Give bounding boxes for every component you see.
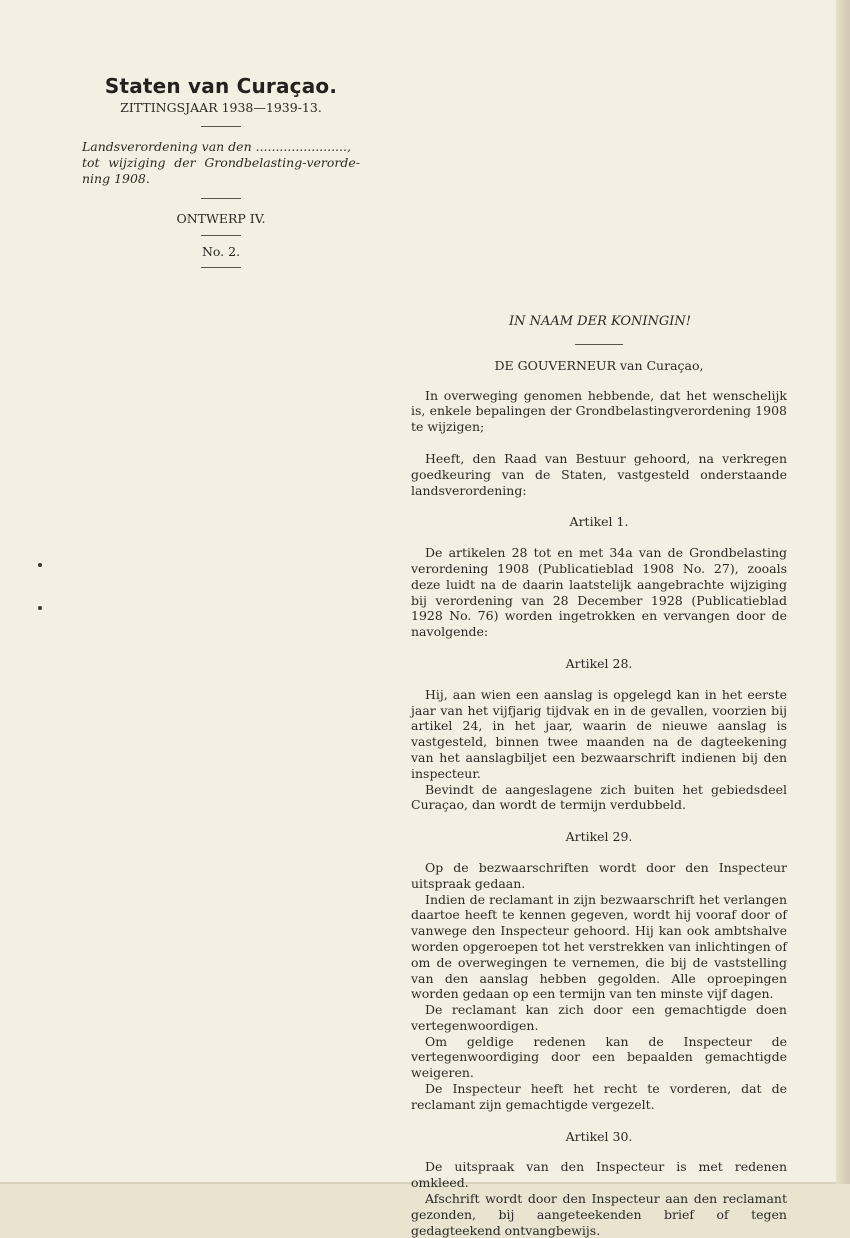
- article-heading: Artikel 30.: [565, 1128, 633, 1144]
- session-year: ZITTINGSJAAR 1938—1939-13.: [120, 100, 322, 115]
- ordinance-body: [411, 314, 787, 1238]
- article-paragraph: Om geldige redenen kan de Inspecteur de vertegenwoordiging door een bepaalden gemachtigde weigeren.: [411, 1033, 787, 1081]
- ordinance-subject: [82, 139, 360, 187]
- article-paragraph: De Inspecteur heeft het recht te vorderen, dat de reclamant zijn gemachtigde vergezelt.: [411, 1081, 787, 1112]
- subject-line: Landsverordening van den .......................,: [82, 139, 351, 154]
- article-paragraph: De reclamant kan zich door een gemachtigde doen vertegenwoordigen.: [411, 1002, 787, 1033]
- article-paragraph: De uitspraak van den Inspecteur is met redenen omkleed.: [411, 1159, 787, 1191]
- enactment-paragraph: Heeft, den Raad van Bestuur gehoord, na verkregen goedkeuring van de Staten, vastgesteld onderstaande landsverordening:: [411, 450, 787, 498]
- article-paragraph: Afschrift wordt door den Inspecteur aan den reclamant gezonden, bij aangeteekenden brief of tegen gedagteekend ontvangbewijs.: [411, 1191, 787, 1238]
- punch-mark: [38, 563, 42, 567]
- page-edge: [836, 0, 850, 1184]
- divider: [575, 344, 623, 345]
- article-paragraph: Indien de reclamant in zijn bezwaarschrift het verlangen daartoe heeft te kennen gegeven, wordt hij vooraf door of vanwege den Inspecteur gehoord. Hij kan ook ambtshalve worden opgeroepen tot het verstrekken van inlichtingen of om de overwegingen te vernemen, die bij de vaststelling van den aanslag hebben gegolden. Alle oproepingen worden gedaan op een termijn van ten minste vijf dagen.: [411, 891, 787, 1002]
- subject-line: ning 1908.: [82, 171, 150, 186]
- preamble-heading: IN NAAM DER KONINGIN!: [508, 314, 692, 329]
- article-paragraph: Op de bezwaarschriften wordt door den Inspecteur uitspraak gedaan.: [411, 859, 787, 891]
- divider: [201, 198, 241, 199]
- consideration-paragraph: In overweging genomen hebbende, dat het wenschelijk is, enkele bepalingen der Grondbelastingverordening 1908 te wijzigen;: [411, 387, 787, 435]
- article-paragraph: Hij, aan wien een aanslag is opgelegd kan in het eerste jaar van het vijfjarig tijdvak en in de gevallen, voorzien bij artikel 24, in het jaar, waarin de nieuwe aanslag is vastgesteld, binnen twee maanden na de dagteekening van het aanslagbiljet een bezwaarschrift indienen bij den inspecteur.: [411, 686, 787, 781]
- article-heading: Artikel 29.: [565, 829, 633, 845]
- divider: [201, 235, 241, 236]
- subject-line: tot wijziging der Grondbelasting-verorde-: [82, 155, 360, 170]
- article-heading: Artikel 28.: [565, 655, 633, 671]
- divider: [201, 267, 241, 268]
- punch-mark: [38, 606, 42, 610]
- divider: [201, 126, 241, 127]
- article-heading: Artikel 1.: [569, 514, 629, 530]
- draft-label: ONTWERP IV.: [176, 211, 266, 226]
- article-paragraph: De artikelen 28 tot en met 34a van de Grondbelasting verordening 1908 (Publicatieblad 1908 No. 27), zooals deze luidt na de daarin laatstelijk aangebrachte wijziging bij verordening van 28 December 1928 (Publicatieblad 1928 No. 76) worden ingetrokken en vervangen door de navolgende:: [411, 545, 787, 640]
- document-number: No. 2.: [201, 244, 241, 259]
- article-paragraph: Bevindt de aangeslagene zich buiten het gebiedsdeel Curaçao, dan wordt de termijn verdubbeld.: [411, 781, 787, 813]
- page-title: Staten van Curaçao.: [104, 74, 338, 98]
- document-header: [82, 74, 360, 280]
- governor-line: DE GOUVERNEUR van Curaçao,: [494, 357, 704, 373]
